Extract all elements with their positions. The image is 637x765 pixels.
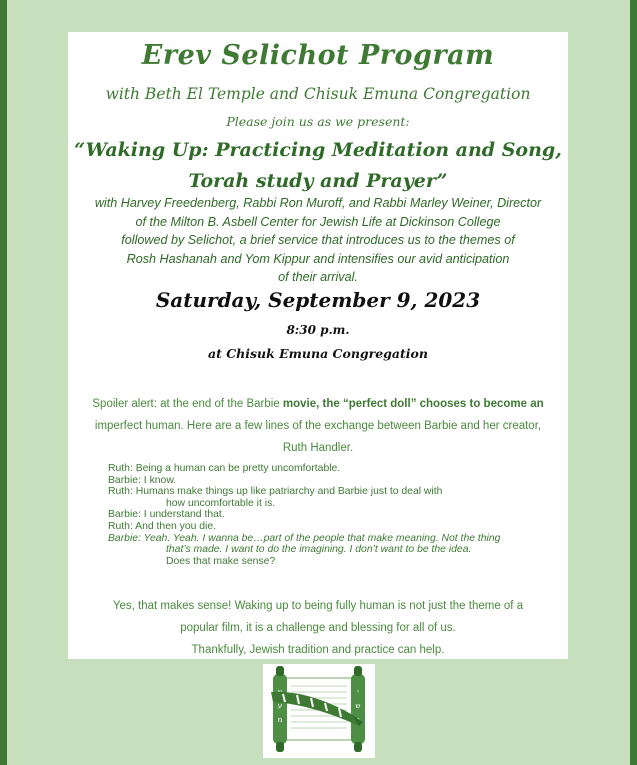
right-border xyxy=(630,0,637,765)
event-time: 8:30 p.m. xyxy=(286,323,350,337)
invite-text: Please join us as we present: xyxy=(226,114,410,129)
event-date: Saturday, September 9, 2023 xyxy=(155,288,481,312)
spoiler-line: Spoiler alert: at the end of the Barbie xyxy=(92,398,283,410)
presenters-line: followed by Selichot, a brief service that introduces us to the themes of xyxy=(121,233,515,247)
presenters-line: Rosh Hashanah and Yom Kippur and intensifies our avid anticipation xyxy=(126,251,510,266)
dialogue-line: how uncomfortable it is. xyxy=(166,497,276,509)
svg-text:מ: מ xyxy=(277,716,283,724)
dialogue-line: Barbie: I know. xyxy=(108,474,177,486)
spoiler-bold: movie, the “perfect doll” chooses to become an xyxy=(282,398,544,410)
presenters-line: with Harvey Freedenberg, Rabbi Ron Muroff, and Rabbi Marley Weiner, Director xyxy=(94,196,542,210)
presenters-line: of the Milton B. Asbell Center for Jewish Life at Dickinson College xyxy=(135,214,501,229)
program-title: Erev Selichot Program xyxy=(141,40,495,71)
dialogue-line: Ruth: And then you die. xyxy=(108,520,217,532)
event-venue: at Chisuk Emuna Congregation xyxy=(208,346,428,361)
dialogue-line: Ruth: Humans make things up like patriarchy and Barbie just to deal with xyxy=(108,486,443,498)
closing-line: Thankfully, Jewish tradition and practice can help. xyxy=(191,644,445,656)
spoiler-line: imperfect human. Here are a few lines of the exchange between Barbie and her creator, xyxy=(94,420,542,432)
closing-line: Yes, that makes sense! Waking up to being fully human is not just the theme of a xyxy=(112,600,524,612)
svg-text:ש: ש xyxy=(355,702,361,710)
program-subtitle: with Beth El Temple and Chisuk Emuna Congregation xyxy=(105,85,531,103)
talk-title xyxy=(68,135,568,197)
presenters-line: of their arrival. xyxy=(278,270,358,284)
left-border xyxy=(0,0,7,765)
dialogue-line: Barbie: I understand that. xyxy=(108,509,225,521)
svg-text:י: י xyxy=(357,688,359,696)
dialogue-line: Ruth: Being a human can be pretty uncomfortable. xyxy=(108,463,341,474)
presenters-text xyxy=(68,194,568,287)
dialogue-line: Does that make sense? xyxy=(166,555,276,567)
svg-text:ע: ע xyxy=(277,702,283,710)
dialogue-block xyxy=(108,463,558,567)
flyer-sheet xyxy=(68,32,568,659)
dialogue-line: Barbie: Yeah. Yeah. I wanna be…part of the people that make meaning. Not the thing xyxy=(108,532,501,544)
talk-title-line: Torah study and Prayer” xyxy=(188,170,448,192)
closing-paragraph xyxy=(68,595,568,661)
spoiler-line: Ruth Handler. xyxy=(282,442,354,454)
dialogue-line: that’s made. I want to do the imagining. I don’t want to be the idea. xyxy=(166,544,472,556)
talk-title-line: “Waking Up: Practicing Meditation and Song, xyxy=(74,139,562,161)
closing-line: popular film, it is a challenge and blessing for all of us. xyxy=(180,622,456,634)
torah-shofar-icon xyxy=(263,664,375,758)
spoiler-paragraph xyxy=(68,393,568,459)
